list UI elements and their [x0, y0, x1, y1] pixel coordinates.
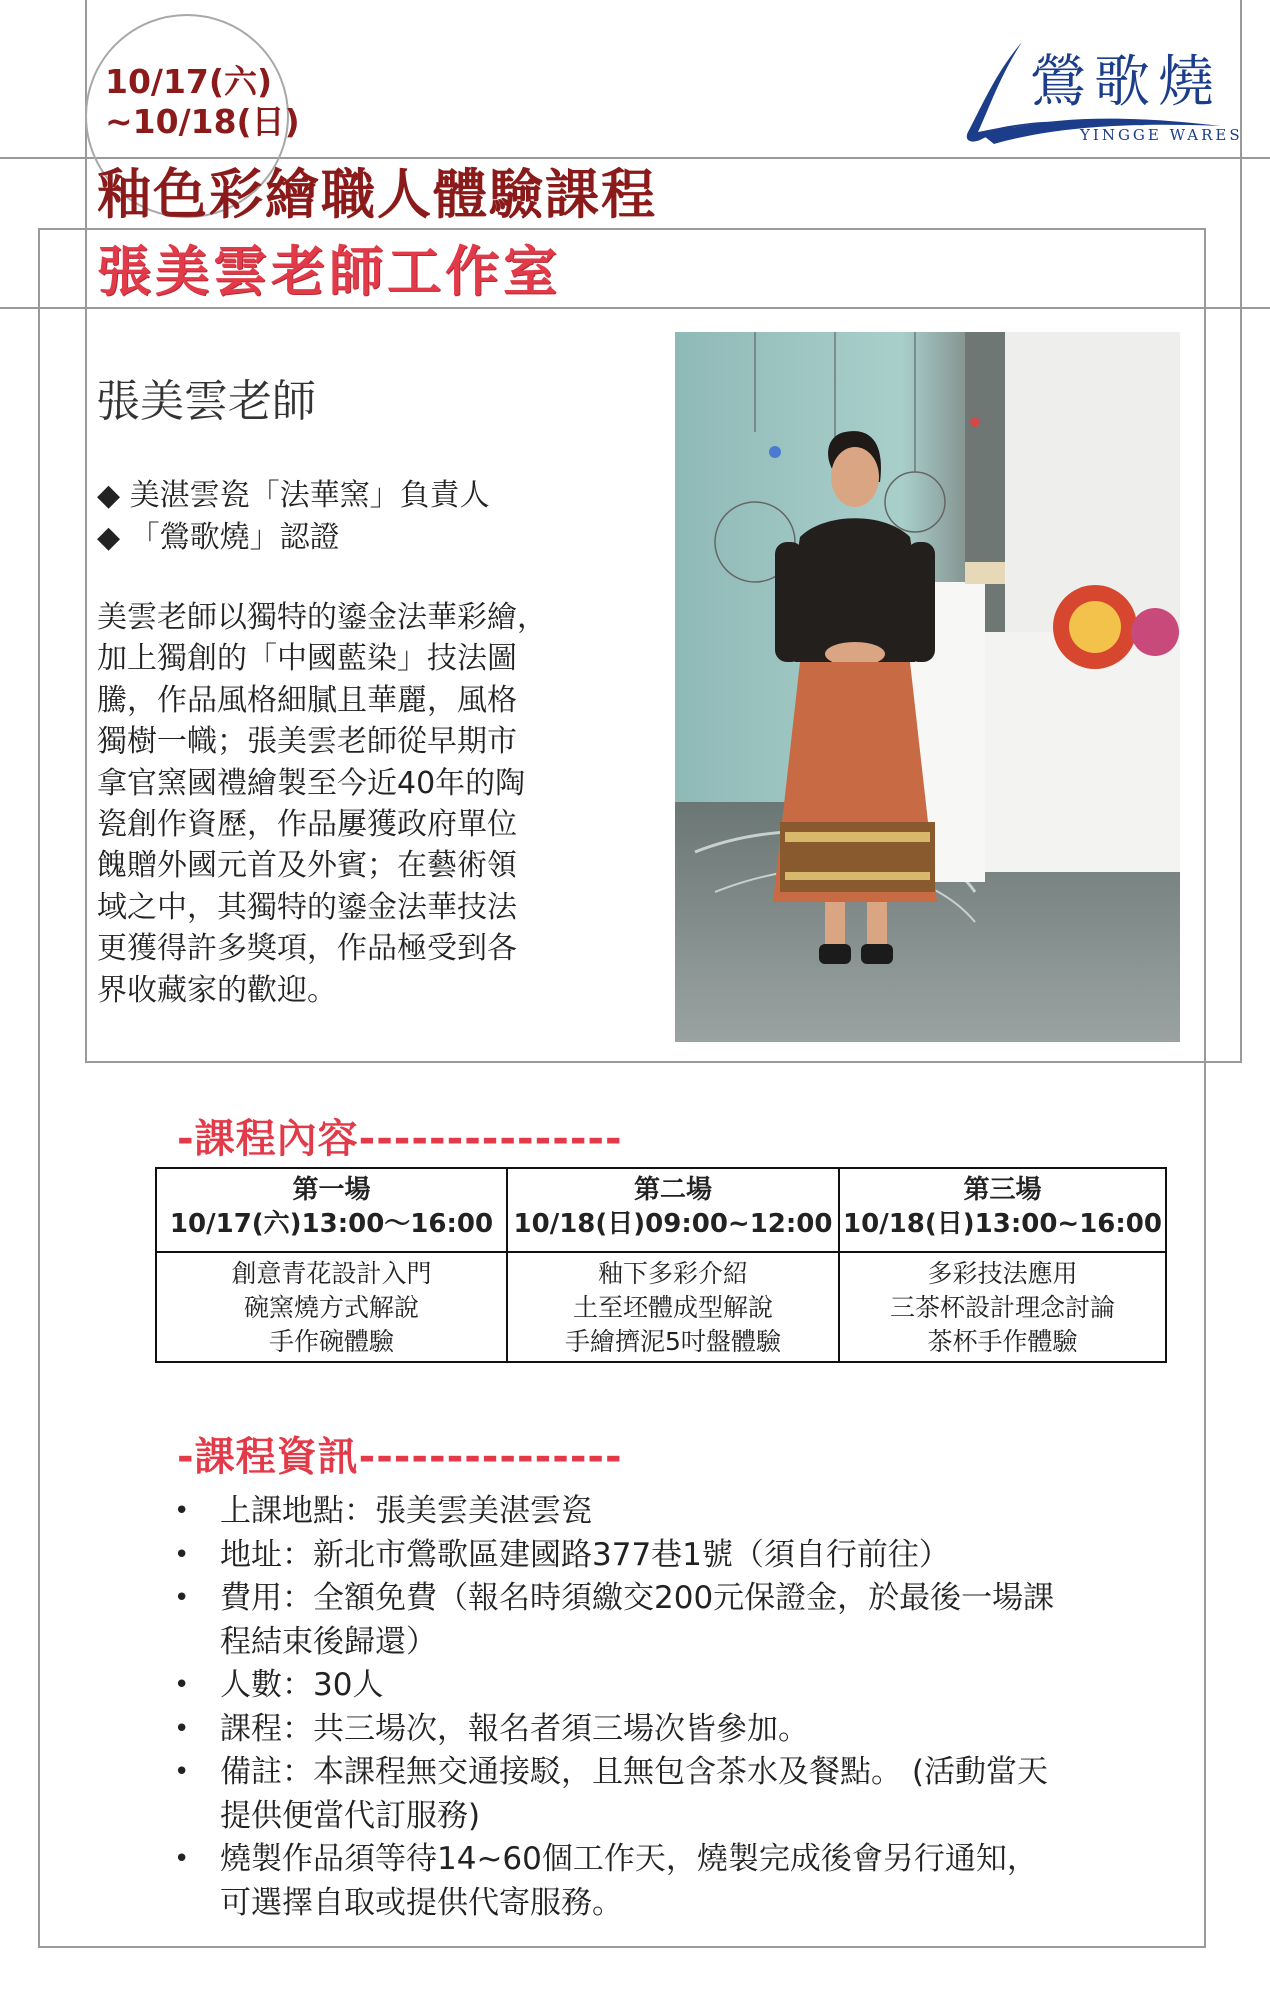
studio-title: 張美雲老師工作室 [97, 240, 561, 303]
bio-line: 騰，作品風格細膩且華麗，風格 [97, 682, 517, 718]
info-line: 可選擇自取或提供代寄服務。 [220, 1884, 623, 1921]
list-item [180, 1490, 1180, 1534]
frame-vertical-right-inner [1204, 228, 1206, 1948]
info-line: 提供便當代訂服務) [220, 1797, 481, 1834]
teacher-photo [675, 332, 1180, 1042]
course-content-heading: -課程內容--------------- [177, 1116, 623, 1162]
list-item [180, 1751, 1180, 1838]
session-1-header [156, 1168, 507, 1252]
info-line: • 地址：新北市鶯歌區建國路377巷1號（須自行前往） [220, 1536, 950, 1573]
info-line: • 燒製作品須等待14~60個工作天，燒製完成後會另行通知， [220, 1841, 1038, 1877]
session-name: 第三場 [963, 1175, 1042, 1205]
session-1-items [156, 1252, 507, 1362]
list-item [180, 1708, 1180, 1752]
course-title: 釉色彩繪職人體驗課程 [97, 163, 657, 226]
session-item: 土至坯體成型解說 [572, 1293, 773, 1322]
list-item [180, 1577, 1180, 1664]
bio-line: 瓷創作資歷，作品屢獲政府單位 [97, 807, 517, 843]
info-line: • 人數：30人 [220, 1667, 384, 1703]
session-3-items [839, 1252, 1166, 1362]
logo-name: 鶯歌燒 [1030, 50, 1222, 115]
list-item [180, 1838, 1180, 1925]
teacher-bio [97, 597, 627, 1011]
info-line: • 上課地點：張美雲美湛雲瓷 [220, 1493, 592, 1529]
bio-line: 拿官窯國禮繪製至今近40年的陶 [97, 765, 526, 801]
session-name: 第一場 [292, 1175, 371, 1205]
session-time: 10/18(日)09:00~12:00 [513, 1209, 833, 1239]
session-item: 創意青花設計入門 [231, 1259, 432, 1288]
frame-horizontal-teacher-bottom [85, 1061, 1242, 1063]
session-item: 釉下多彩介紹 [597, 1259, 748, 1288]
table-row [156, 1252, 1166, 1362]
course-info-list [180, 1490, 1180, 1925]
teacher-name: 張美雲老師 [96, 376, 316, 427]
list-item [180, 1664, 1180, 1708]
bio-line: 更獲得許多獎項，作品極受到各 [97, 931, 517, 967]
bio-line: 美雲老師以獨特的鎏金法華彩繪， [97, 600, 547, 635]
session-time: 10/18(日)13:00~16:00 [843, 1209, 1162, 1239]
session-item: 手作碗體驗 [268, 1327, 394, 1356]
credential-item: ◆ 「鶯歌燒」認證 [97, 520, 340, 555]
frame-vertical-left-top [85, 0, 87, 1062]
session-3-header [839, 1168, 1166, 1252]
bio-line: 域之中，其獨特的鎏金法華技法 [97, 889, 517, 925]
bio-line: 獨樹一幟；張美雲老師從早期市 [97, 724, 517, 760]
event-dates [105, 62, 300, 142]
table-row [156, 1168, 1166, 1252]
frame-horizontal-title [0, 307, 1270, 309]
logo-subtitle: YINGGE WARES [1080, 126, 1243, 144]
bio-line: 餽贈外國元首及外賓；在藝術領 [97, 848, 517, 884]
bio-line: 加上獨創的「中國藍染」技法圖 [97, 641, 517, 677]
list-item [180, 1534, 1180, 1578]
bio-line: 界收藏家的歡迎。 [97, 972, 337, 1008]
info-line: 程結束後歸還） [220, 1623, 437, 1660]
frame-vertical-right-top [1240, 0, 1242, 1062]
frame-vertical-left-inner [38, 228, 40, 1948]
event-date-start: 10/17(六) [105, 62, 273, 101]
session-item: 碗窯燒方式解說 [243, 1293, 419, 1322]
session-item: 手繪擠泥5吋盤體驗 [565, 1327, 781, 1356]
info-line: • 課程：共三場次，報名者須三場次皆參加。 [220, 1710, 809, 1747]
schedule-table [155, 1167, 1167, 1363]
credential-item: ◆ 美湛雲瓷「法華窯」負責人 [97, 478, 490, 513]
session-name: 第二場 [633, 1175, 712, 1205]
frame-horizontal-bottom [38, 1946, 1206, 1948]
info-line: • 費用：全額免費（報名時須繳交200元保證金，於最後一場課 [220, 1580, 1055, 1616]
session-time: 10/17(六)13:00～16:00 [169, 1209, 494, 1239]
session-item: 茶杯手作體驗 [927, 1327, 1078, 1356]
event-date-end: ~10/18(日) [105, 102, 300, 141]
session-2-header [507, 1168, 839, 1252]
session-2-items [507, 1252, 839, 1362]
session-item: 多彩技法應用 [927, 1259, 1078, 1288]
session-item: 三茶杯設計理念討論 [889, 1293, 1115, 1322]
info-line: • 備註：本課程無交通接駁，且無包含茶水及餐點。 (活動當天 [220, 1754, 1048, 1790]
course-info-heading: -課程資訊--------------- [177, 1434, 623, 1480]
